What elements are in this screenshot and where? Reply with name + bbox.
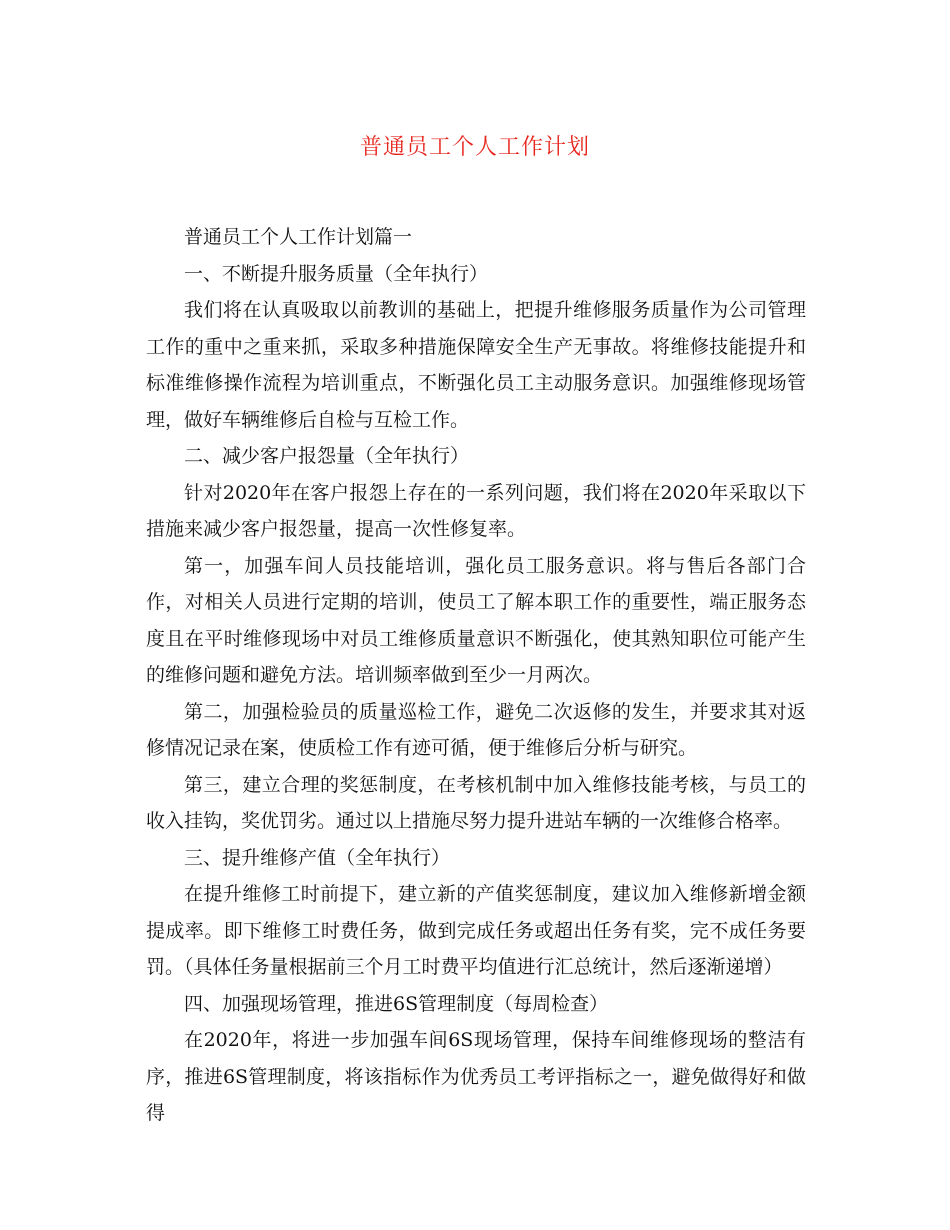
body-paragraph: 在提升维修工时前提下，建立新的产值奖惩制度，建议加入维修新增金额提成率。即下维修工时费任务，做到完成任务或超出任务有奖，完不成任务要罚。（具体任务量根据前三个月工时费平均值进行汇总统计，然后逐渐递增）	[146, 883, 806, 978]
body-paragraph: 第三，建立合理的奖惩制度，在考核机制中加入维修技能考核，与员工的收入挂钩，奖优罚劣。通过以上措施尽努力提升进站车辆的一次维修合格率。	[146, 773, 806, 832]
subsection-heading: 一、不断提升服务质量（全年执行）	[184, 262, 489, 285]
subsection-heading: 四、加强现场管理，推进6S管理制度（每周检查）	[184, 992, 609, 1015]
body-paragraph: 我们将在认真吸取以前教训的基础上，把提升维修服务质量作为公司管理工作的重中之重来抓，采取多种措施保障安全生产无事故。将维修技能提升和标准维修操作流程为培训重点，不断强化员工主动服务意识。加强维修现场管理，做好车辆维修后自检与互检工作。	[146, 299, 806, 431]
body-paragraph: 第二，加强检验员的质量巡检工作，避免二次返修的发生，并要求其对返修情况记录在案，使质检工作有迹可循，便于维修后分析与研究。	[146, 700, 806, 759]
body-paragraph: 在2020年，将进一步加强车间6S现场管理，保持车间维修现场的整洁有序，推进6S管理制度，将该指标作为优秀员工考评指标之一，避免做得好和做得	[146, 1029, 806, 1124]
body-paragraph: 针对2020年在客户报怨上存在的一系列问题，我们将在2020年采取以下措施来减少客户报怨量，提高一次性修复率。	[146, 481, 806, 540]
subsection-heading: 三、提升维修产值（全年执行）	[184, 846, 451, 869]
document-body	[146, 219, 806, 1132]
subsection-heading: 二、减少客户报怨量（全年执行）	[184, 445, 470, 467]
body-paragraph: 第一，加强车间人员技能培训，强化员工服务意识。将与售后各部门合作，对相关人员进行定期的培训，使员工了解本职工作的重要性，端正服务态度且在平时维修现场中对员工维修质量意识不断强化，使其熟知职位可能产生的维修问题和避免方法。培训频率做到至少一月两次。	[146, 554, 806, 686]
document-title: 普通员工个人工作计划	[359, 135, 590, 160]
section-heading: 普通员工个人工作计划篇一	[184, 226, 413, 248]
